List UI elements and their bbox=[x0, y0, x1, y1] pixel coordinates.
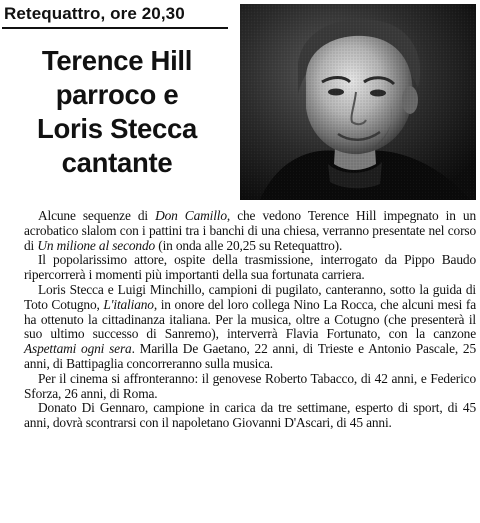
paragraph-1: Alcune sequenze di Don Camillo, che vedono Terence Hill impegnato in un acrobatico slalom con i pattini tra i banchi di una chiesa, verranno presentate nel corso di Un milione al secondo (in onda alle 20,25 su Retequattro). bbox=[24, 208, 476, 253]
title-litaliano: L'italiano bbox=[103, 296, 154, 312]
headline bbox=[2, 44, 232, 180]
portrait-photo bbox=[240, 4, 476, 200]
paragraph-2: Il popolarissimo attore, ospite della trasmissione, interrogato da Pippo Baudo ripercorrerà i momenti più importanti della sua fortunata carriera. bbox=[24, 252, 476, 283]
title-aspettami-ogni-sera: Aspettami ogni sera bbox=[24, 341, 132, 357]
paragraph-3: Loris Stecca e Luigi Minchillo, campioni di pugilato, canteranno, sotto la guida di Toto Cotugno, L'italiano, in onore del loro collega Nino La Rocca, che alcuni mesi fa ha ottenuto la cittadinanza italiana. Per la musica, oltre a Cotugno (che presenterà il suo ultimo successo di Sanremo), interverrà Flavia Fortunato, con la canzone Aspettami ogni sera. Marilla De Gaetano, 22 anni, di Trieste e Antonio Pascale, 25 anni, di Battipaglia concorreranno sulla musica. bbox=[24, 281, 476, 371]
headline-line-4: cantante bbox=[61, 147, 173, 178]
headline-line-3: Loris Stecca bbox=[37, 113, 197, 144]
paragraph-4: Per il cinema si affronteranno: il genovese Roberto Tabacco, di 42 anni, e Federico Sforza, 26 anni, di Roma. bbox=[24, 370, 476, 401]
title-un-milione-al-secondo: Un milione al secondo bbox=[37, 237, 156, 253]
article-body bbox=[24, 209, 476, 431]
kicker-underline bbox=[2, 27, 228, 29]
headline-line-1: Terence Hill bbox=[41, 45, 193, 76]
channel-time-kicker: Retequattro, ore 20,30 bbox=[4, 4, 185, 23]
paragraph-5: Donato Di Gennaro, campione in carica da tre settimane, esperto di sport, di 45 anni, dovrà scontrarsi con il napoletano Giovanni D'Ascari, di 45 anni. bbox=[24, 400, 476, 431]
headline-line-2: parroco e bbox=[55, 79, 179, 110]
title-don-camillo: Don Camillo bbox=[155, 208, 227, 223]
